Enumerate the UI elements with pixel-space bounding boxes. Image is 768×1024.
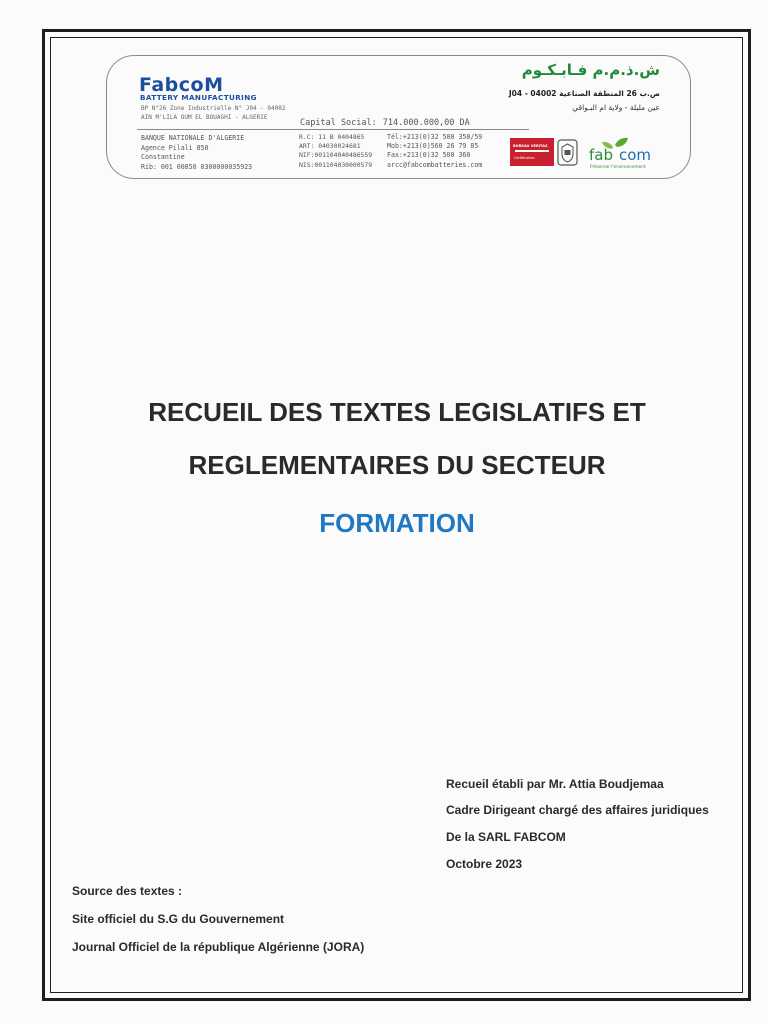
arabic-address-line-1: ص.ب 26 المنطقة الصناعية J04 - 04002 (508, 89, 660, 98)
capital-value: 714.000.000,00 DA (382, 118, 470, 128)
bank-line: Constantine (141, 153, 185, 161)
address-line-2: AIN M'LILA OUM EL BOUAGHI - ALGERIE (141, 114, 268, 121)
contact-details (387, 133, 482, 170)
author-role: Cadre Dirigeant chargé des affaires juridiques (446, 803, 709, 817)
document-title-line-1: RECUEIL DES TEXTES LEGISLATIFS ET (148, 397, 646, 427)
author-line: Recueil établi par Mr. Attia Boudjemaa (446, 777, 664, 791)
sources-heading: Source des textes : (72, 884, 183, 898)
fabcom-logo (139, 75, 261, 101)
capital-label: Capital Social: (300, 118, 377, 128)
author-company: De la SARL FABCOM (446, 830, 566, 844)
bank-line: BANQUE NATIONALE D'ALGERIE (141, 134, 245, 142)
identifier-line: NIS:001104030000579 (299, 160, 373, 169)
svg-text:BATTERY MANUFACTURING: BATTERY MANUFACTURING (140, 93, 257, 101)
contact-line: Fax:+213(0)32 500 360 (387, 151, 471, 160)
fabcom-environment-logo (585, 136, 657, 170)
contact-line: Mob:+213(0)560 26 79 85 (387, 142, 479, 151)
identifier-line: R.C: 11 B 0404865 (299, 133, 365, 141)
letterhead (106, 55, 691, 179)
svg-text:fab: fab (589, 146, 613, 164)
bank-line: Agence Pilali 850 (141, 143, 209, 152)
bureau-veritas-certification-badge (510, 137, 580, 169)
document-title-line-2: REGLEMENTAIRES DU SECTEUR (188, 450, 606, 480)
bank-details (141, 134, 252, 172)
address-line-1: BP N°26 Zone Industrielle N° J04 - 04002 (141, 105, 286, 112)
svg-text:Certification: Certification (514, 156, 535, 160)
document-date: Octobre 2023 (446, 857, 523, 871)
contact-line: arcc@fabcombatteries.com (387, 160, 483, 169)
svg-text:FabcoM: FabcoM (139, 75, 224, 96)
company-identifiers (299, 133, 372, 170)
identifier-line: ART: 04030024681 (299, 142, 361, 151)
svg-text:com: com (619, 146, 652, 164)
arabic-address-line-2: عين مليلة - ولاية ام البـواقي (572, 103, 660, 112)
contact-line: Tél:+213(0)32 500 358/59 (387, 133, 483, 141)
arabic-company-name: ش.ذ.م.م فـابـكـوم (521, 61, 660, 79)
capital-social (300, 118, 470, 128)
identifier-line: NIF:001104040486559 (299, 151, 373, 160)
source-item: Site officiel du S.G du Gouvernement (72, 912, 285, 926)
source-item: Journal Officiel de la république Algérienne (JORA) (72, 940, 365, 954)
document-subject-formation: FORMATION (319, 508, 475, 538)
svg-text:Préserver l'environnement: Préserver l'environnement (590, 164, 646, 169)
letterhead-divider (137, 129, 529, 130)
svg-text:BUREAU VERITAS: BUREAU VERITAS (513, 144, 548, 148)
bank-line: Rib: 001 00850 0300000035923 (141, 162, 253, 171)
